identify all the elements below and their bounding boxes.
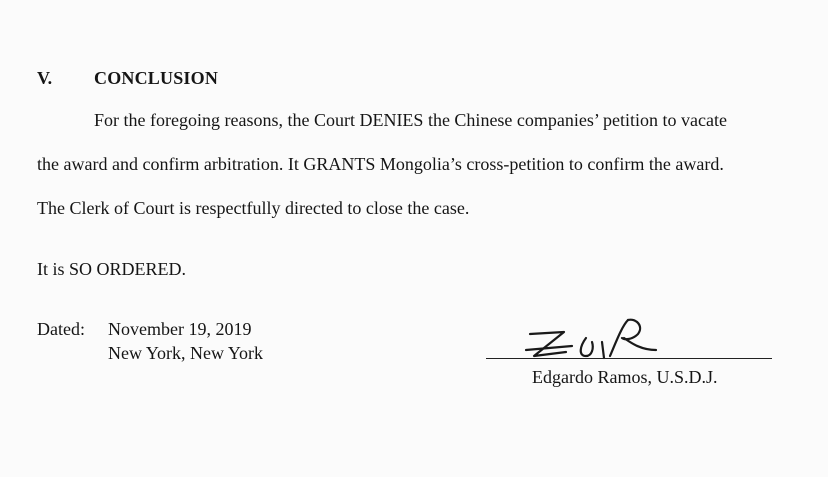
body-line-2: the award and confirm arbitration. It GRANTS Mongolia’s cross-petition to confirm the award. <box>37 154 724 174</box>
so-ordered-text: It is SO ORDERED. <box>37 259 187 279</box>
body-line-1: For the foregoing reasons, the Court DENIES the Chinese companies’ petition to vacate <box>94 110 728 130</box>
signatory-name: Edgardo Ramos, U.S.D.J. <box>532 367 718 387</box>
dated-date: November 19, 2019 <box>108 319 252 339</box>
section-number: V. <box>37 68 53 88</box>
signature-line <box>486 358 772 359</box>
dated-label: Dated: <box>37 319 85 339</box>
dated-place: New York, New York <box>108 343 264 363</box>
section-title: CONCLUSION <box>94 68 219 88</box>
handwritten-signature <box>520 312 670 368</box>
body-line-3: The Clerk of Court is respectfully directed to close the case. <box>37 198 470 218</box>
